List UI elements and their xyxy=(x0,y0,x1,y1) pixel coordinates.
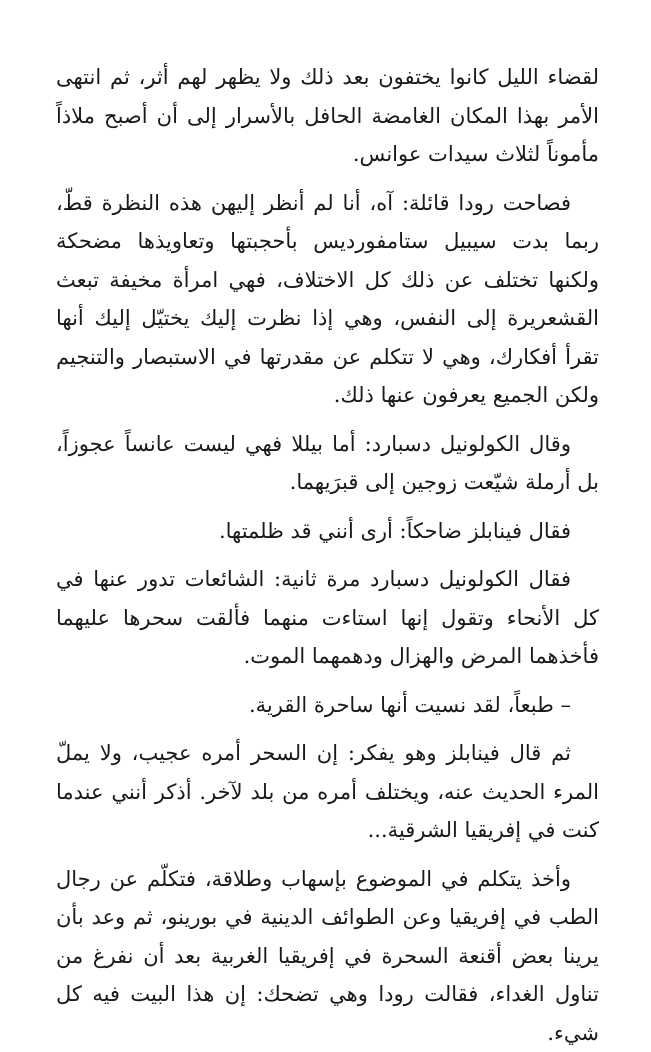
paragraph-5: فقال الكولونيل دسبارد مرة ثانية: الشائعات تدور عنها في كل الأنحاء وتقول إنها استاءت منهما فألقت سحرها عليهما فأخذهما المرض والهزال ودهمهما الموت. xyxy=(56,560,599,676)
paragraph-2: فصاحت رودا قائلة: آه، أنا لم أنظر إليهن هذه النظرة قطّ، ربما بدت سيبيل ستامفورديس بأحجبتها وتعاويذها مضحكة ولكنها تختلف عن ذلك كل الاختلاف، فهي امرأة مخيفة تبعث القشعريرة إلى النفس، وهي إذا نظرت إليك يختيّل إليك أنها تقرأ أفكارك، وهي لا تتكلم عن مقدرتها في الاستبصار والتنجيم ولكن الجميع يعرفون عنها ذلك. xyxy=(56,184,599,415)
book-page xyxy=(56,58,599,980)
paragraph-1: لقضاء الليل كانوا يختفون بعد ذلك ولا يظهر لهم أثر، ثم انتهى الأمر بهذا المكان الغامضة الحافل بالأسرار إلى أن أصبح ملاذاً مأموناً لثلاث سيدات عوانس. xyxy=(56,58,599,174)
paragraph-6: – طبعاً، لقد نسيت أنها ساحرة القرية. xyxy=(56,686,599,725)
paragraph-3: وقال الكولونيل دسبارد: أما بيللا فهي ليست عانساً عجوزاً، بل أرملة شيّعت زوجين إلى قبرَيهما. xyxy=(56,425,599,502)
paragraph-4: فقال فينابلز ضاحكاً: أرى أنني قد ظلمتها. xyxy=(56,512,599,551)
paragraph-7: ثم قال فينابلز وهو يفكر: إن السحر أمره عجيب، ولا يملّ المرء الحديث عنه، ويختلف أمره من بلد لآخر. أذكر أنني عندما كنت في إفريقيا الشرقية... xyxy=(56,734,599,850)
paragraph-8: وأخذ يتكلم في الموضوع بإسهاب وطلاقة، فتكلّم عن رجال الطب في إفريقيا وعن الطوائف الدينية في بورينو، ثم وعد بأن يرينا بعض أقنعة السحرة في إفريقيا الغربية بعد أن نفرغ من تناول الغداء، فقالت رودا وهي تضحك: إن هذا البيت فيه كل شيء. xyxy=(56,860,599,1052)
